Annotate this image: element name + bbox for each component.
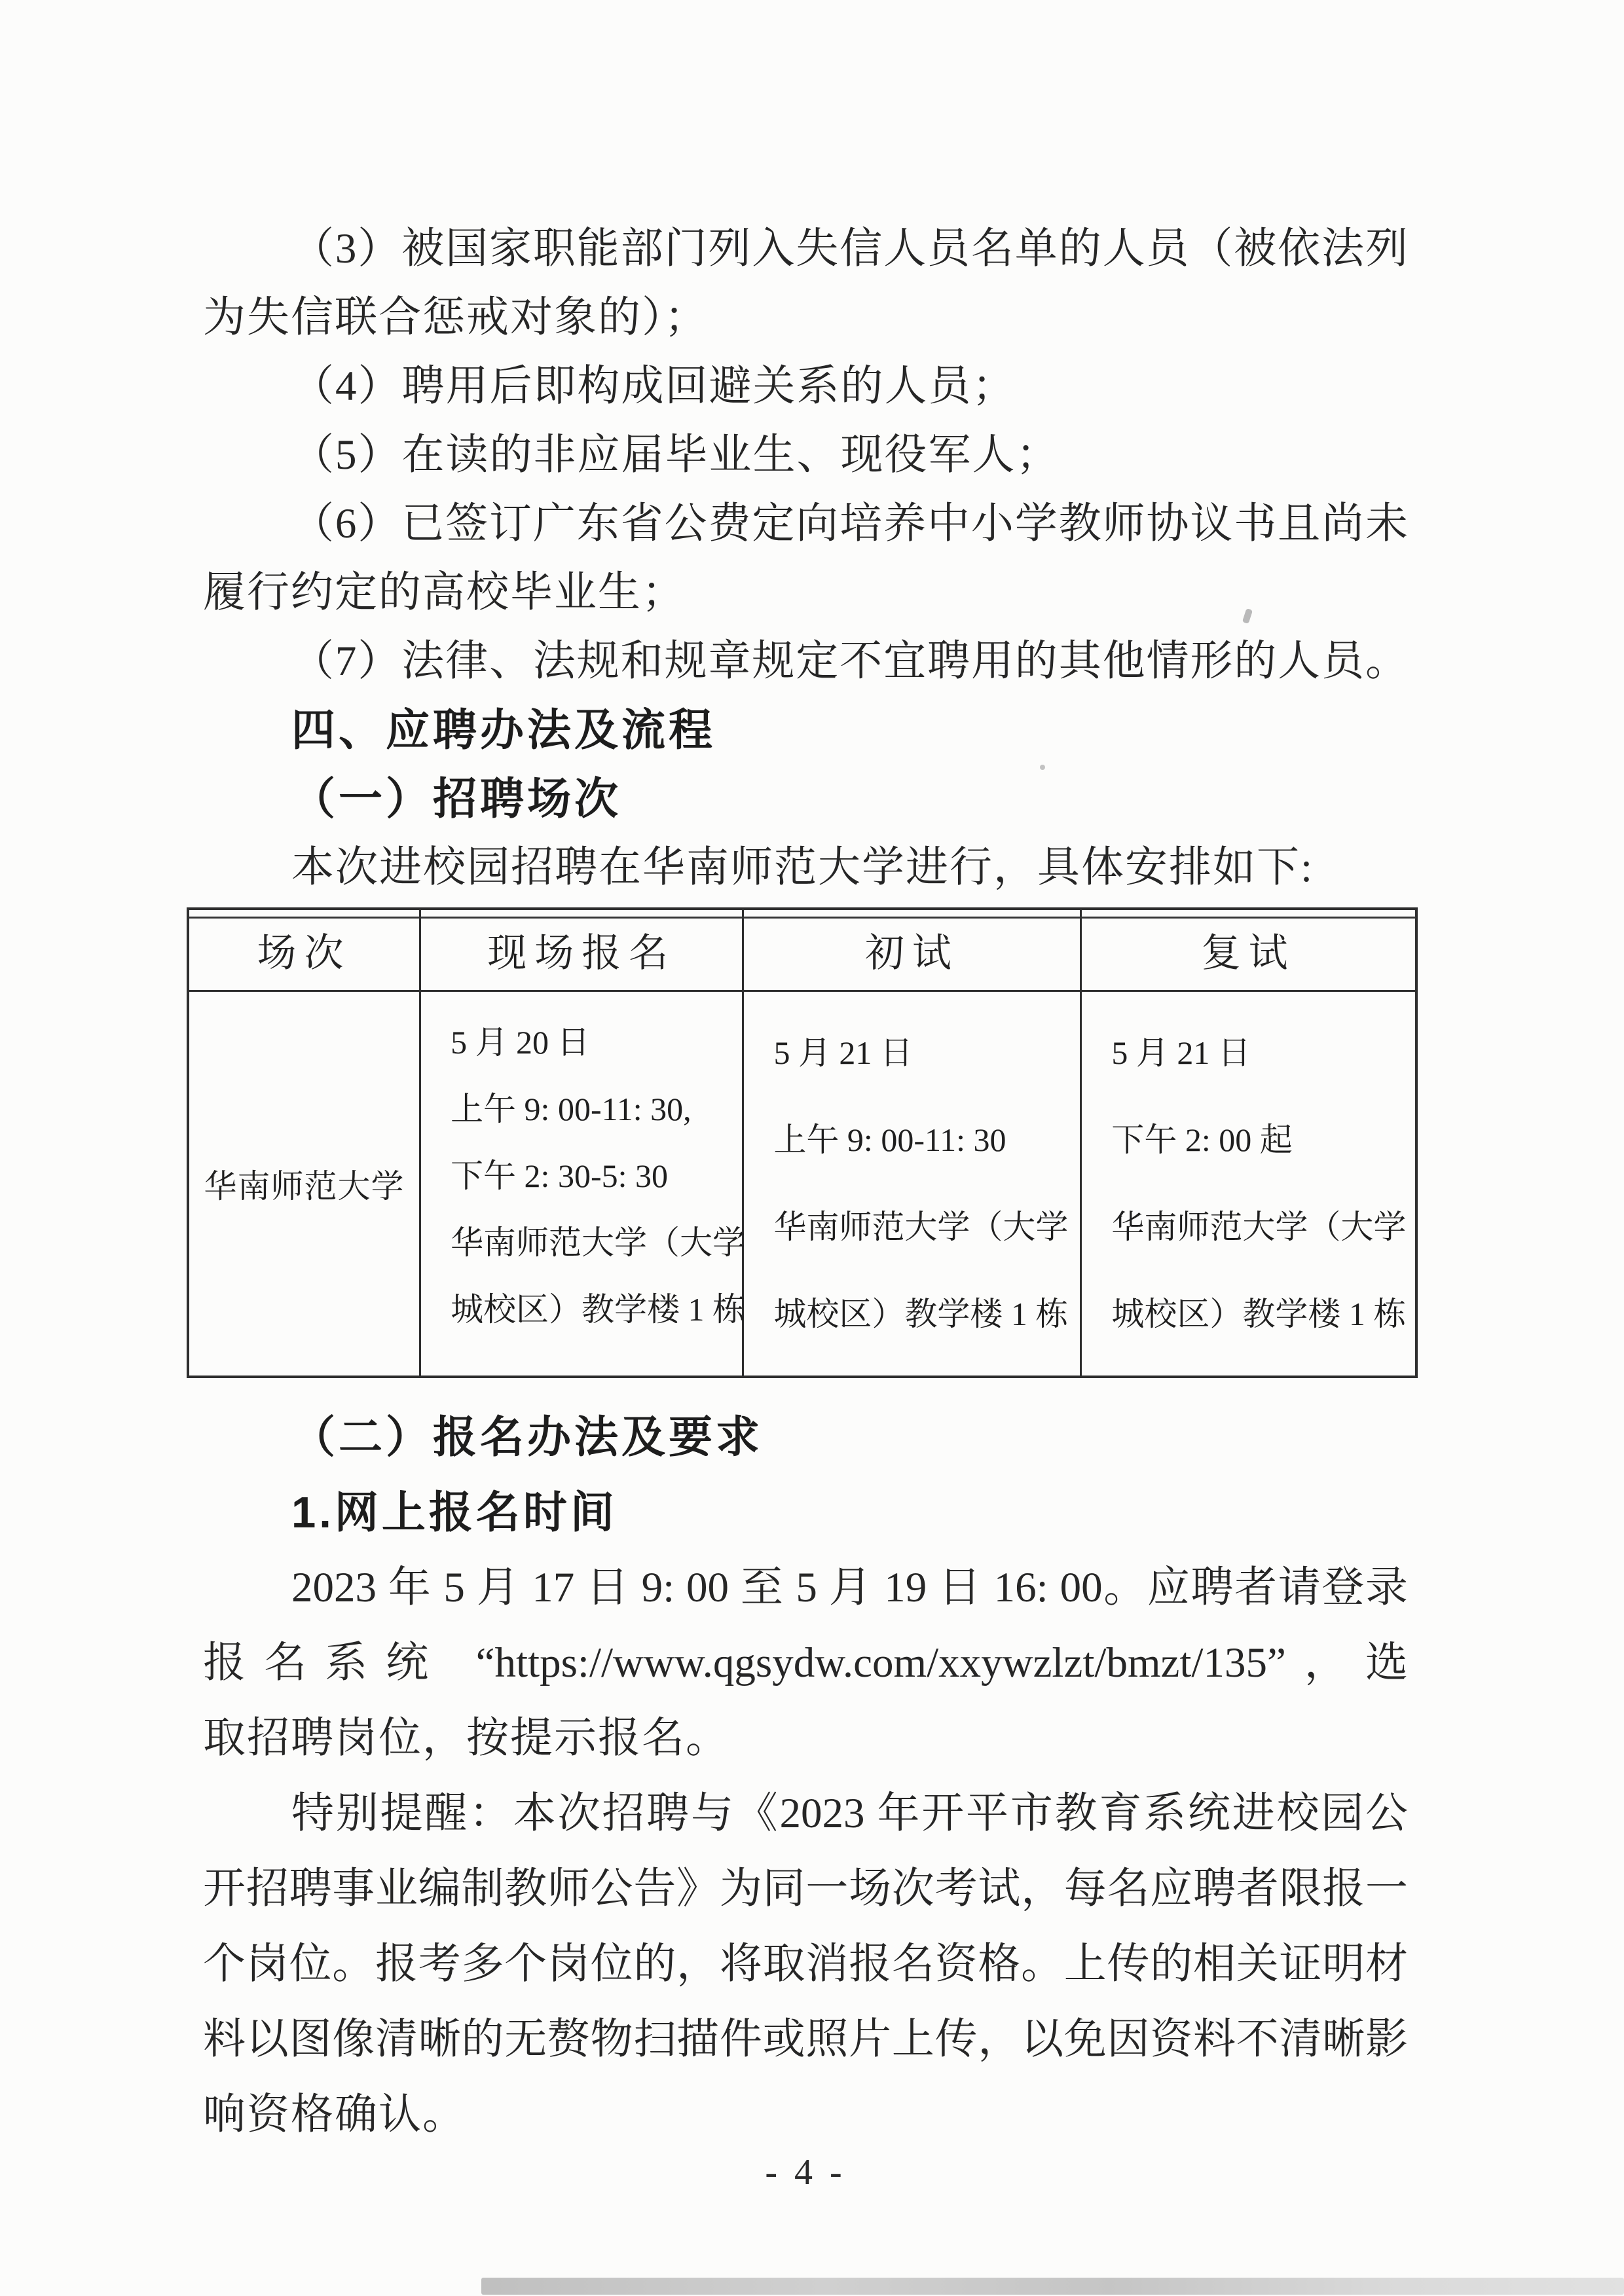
cell-line: 城校区）教学楼 1 栋: [451, 1291, 746, 1328]
body-text-upper: [203, 215, 1408, 902]
item-6-line-1: （6）已签订广东省公费定向培养中小学教师协议书且尚未: [291, 500, 1408, 547]
notice-line-4: 料以图像清晰的无赘物扫描件或照片上传，以免因资料不清晰影: [203, 2016, 1408, 2063]
page-number: - 4 -: [765, 2152, 846, 2193]
cell-line: 上午 9: 00-11: 30,: [451, 1091, 692, 1127]
item-5-line: （5）在读的非应届毕业生、现役军人；: [291, 431, 1060, 479]
item-3-line-1: （3）被国家职能部门列入失信人员名单的人员（被依法列: [291, 225, 1408, 272]
item-7-line: （7）法律、法规和规章规定不宜聘用的其他情形的人员。: [291, 638, 1408, 685]
header-first-test: 初试: [743, 909, 1081, 991]
scan-noise-speck: [1040, 765, 1045, 770]
heading-recruitment-session: （一）招聘场次: [291, 774, 621, 824]
intro-schedule-line: 本次进校园招聘在华南师范大学进行，具体安排如下:: [291, 844, 1314, 891]
table-double-rule: [189, 917, 1416, 919]
notice-line-5: 响资格确认。: [203, 2091, 467, 2138]
cell-line: 下午 2: 00 起: [1111, 1121, 1293, 1158]
cell-first-test: [743, 991, 1081, 1377]
table-row: [188, 991, 1416, 1377]
body-text-lower: [203, 1400, 1408, 2153]
item-4-line: （4）聘用后即构成回避关系的人员；: [291, 363, 1016, 410]
cell-line: 5 月 21 日: [1111, 1034, 1251, 1071]
cell-line: 华南师范大学（大学: [773, 1209, 1069, 1245]
cell-line: 5 月 21 日: [773, 1034, 913, 1071]
cell-line: 城校区）教学楼 1 栋: [1111, 1296, 1407, 1332]
schedule-table-area: [187, 907, 1418, 1378]
scan-artifact-band: [481, 2278, 1624, 2295]
notice-line-1: 特别提醒：本次招聘与《2023 年开平市教育系统进校园公: [291, 1790, 1408, 1837]
heading-registration-method: （二）报名办法及要求: [291, 1413, 763, 1462]
cell-line: 下午 2: 30-5: 30: [451, 1157, 668, 1194]
online-time-line-3: 取招聘岗位，按提示报名。: [203, 1715, 730, 1762]
cell-onsite-registration: [420, 991, 746, 1377]
header-second-test: 复试: [1081, 909, 1416, 991]
heading-online-time: 1.网上报名时间: [291, 1488, 618, 1537]
header-session: 场次: [188, 909, 420, 991]
cell-line: 城校区）教学楼 1 栋: [773, 1296, 1069, 1332]
item-3-line-2: 为失信联合惩戒对象的）；: [203, 294, 709, 341]
cell-session: 华南师范大学: [188, 991, 420, 1377]
cell-line: 5 月 20 日: [451, 1024, 590, 1061]
cell-line: 华南师范大学（大学: [1111, 1209, 1407, 1245]
cell-line: 华南师范大学（大学: [451, 1224, 746, 1261]
cell-line: 上午 9: 00-11: 30: [773, 1121, 1006, 1158]
online-time-line-2: 报名系统 “https://www.qgsydw.com/xxywzlzt/bmzt/135”，选: [203, 1639, 1408, 1686]
table-header-row: [188, 909, 1416, 991]
cell-second-test: [1081, 991, 1416, 1377]
notice-line-2: 开招聘事业编制教师公告》为同一场次考试，每名应聘者限报一: [203, 1865, 1408, 1912]
header-onsite-registration: 现场报名: [420, 909, 743, 991]
item-6-line-2: 履行约定的高校毕业生；: [203, 569, 686, 616]
schedule-table: [187, 907, 1418, 1378]
online-time-line-1: 2023 年 5 月 17 日 9: 00 至 5 月 19 日 16: 00。应聘者请登录: [291, 1564, 1408, 1611]
heading-section-four: 四、应聘办法及流程: [291, 706, 716, 755]
notice-line-3: 个岗位。报考多个岗位的，将取消报名资格。上传的相关证明材: [203, 1941, 1408, 1988]
